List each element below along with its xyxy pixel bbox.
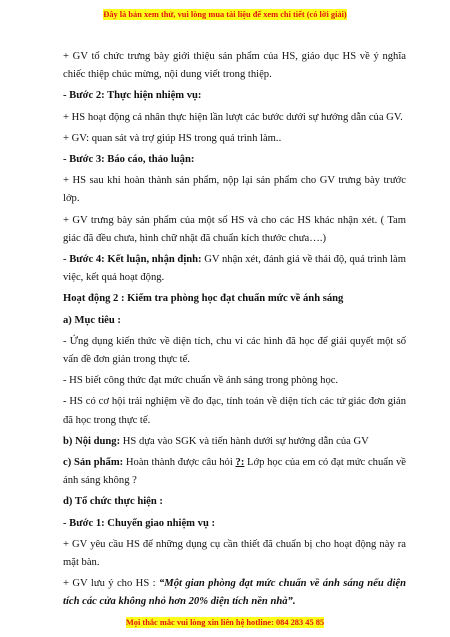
lighting-note-prefix: + GV lưu ý cho HS : bbox=[63, 578, 159, 590]
paragraph-submit-products: + HS sau khi hoàn thành sản phẩm, nộp lại sản phẩm cho GV trưng bày trước lớp. bbox=[63, 175, 406, 205]
preview-notice-banner bbox=[0, 10, 450, 19]
document-body bbox=[63, 48, 406, 615]
goal-item-3: - HS có cơ hội trải nghiệm về đo đạc, tính toán về diện tích các tứ giác đơn giản đã học trong thực tế. bbox=[63, 396, 406, 426]
product-text-end: Lớp học của em có đạt mức chuẩn về ánh sáng không ? bbox=[63, 457, 406, 487]
step1-heading: - Bước 1: Chuyển giao nhiệm vụ : bbox=[63, 517, 216, 529]
hotline-text: Mọi thắc mắc vui lòng xin liên hệ hotline: 084 283 45 85 bbox=[125, 618, 325, 627]
paragraph-prepare-tools: + GV yêu cầu HS để những dụng cụ cần thiết đã chuẩn bị cho hoạt động này ra mặt bàn. bbox=[63, 538, 406, 569]
step3-heading: - Bước 3: Báo cáo, thảo luận: bbox=[63, 154, 195, 166]
step4-paragraph bbox=[63, 251, 406, 287]
content-paragraph bbox=[63, 433, 406, 451]
product-heading: c) Sản phẩm: bbox=[63, 457, 124, 469]
paragraph-peer-review: + GV trưng bày sản phẩm của một số HS và cho các HS khác nhận xét. ( Tam giác đã đều chưa, hình chữ nhật đã chuẩn kích thước chưa….) bbox=[63, 214, 406, 244]
paragraph-lighting-note bbox=[63, 575, 406, 611]
step2-heading: - Bước 2: Thực hiện nhiệm vụ: bbox=[63, 90, 202, 102]
hotline-banner bbox=[0, 618, 450, 627]
product-text-start: Hoàn thành được câu hỏi bbox=[123, 457, 236, 469]
goal-heading: a) Mục tiêu : bbox=[63, 314, 121, 326]
product-paragraph bbox=[63, 454, 406, 490]
content-heading: b) Nội dung: bbox=[63, 435, 121, 447]
step4-text: GV nhận xét, đánh giá về thái độ, quá trình làm việc, kết quả hoạt động. bbox=[63, 254, 406, 284]
activity2-title: Hoạt động 2 : Kiểm tra phòng học đạt chuẩn mức về ánh sáng bbox=[63, 293, 344, 305]
goal-item-2: - HS biết công thức đạt mức chuẩn về ánh sáng trong phòng học. bbox=[63, 375, 339, 387]
paragraph-teacher-observe: + GV: quan sát và trợ giúp HS trong quá trình làm.. bbox=[63, 132, 282, 144]
organization-heading: d) Tổ chức thực hiện : bbox=[63, 496, 163, 508]
step4-heading: - Bước 4: Kết luận, nhận định: bbox=[63, 254, 202, 266]
lighting-standard-quote: “Một gian phòng đạt mức chuẩn về ánh sáng nếu diện tích các cửa không nhỏ hơn 20% diện tích nền nhà”. bbox=[63, 578, 406, 608]
content-text: HS dựa vào SGK và tiến hành dưới sự hướng dẫn của GV bbox=[120, 435, 369, 447]
paragraph-individual-work: + HS hoạt động cá nhân thực hiện lần lượt các bước dưới sự hướng dẫn của GV. bbox=[63, 111, 403, 123]
question-marker: ?: bbox=[235, 457, 245, 469]
paragraph-display-products: + GV tổ chức trưng bày giới thiệu sản phẩm của HS, giáo dục HS về ý nghĩa chiếc thiệp chúc mừng, nội dung viết trong thiệp. bbox=[63, 51, 406, 81]
goal-item-1: - Ứng dụng kiến thức về diện tích, chu vi các hình đã học để giải quyết một số vấn đề đơn giản trong thực tế. bbox=[63, 335, 406, 366]
preview-notice-text: Đây là bản xem thử, vui lòng mua tài liệu để xem chi tiết (có lời giải) bbox=[103, 10, 347, 19]
